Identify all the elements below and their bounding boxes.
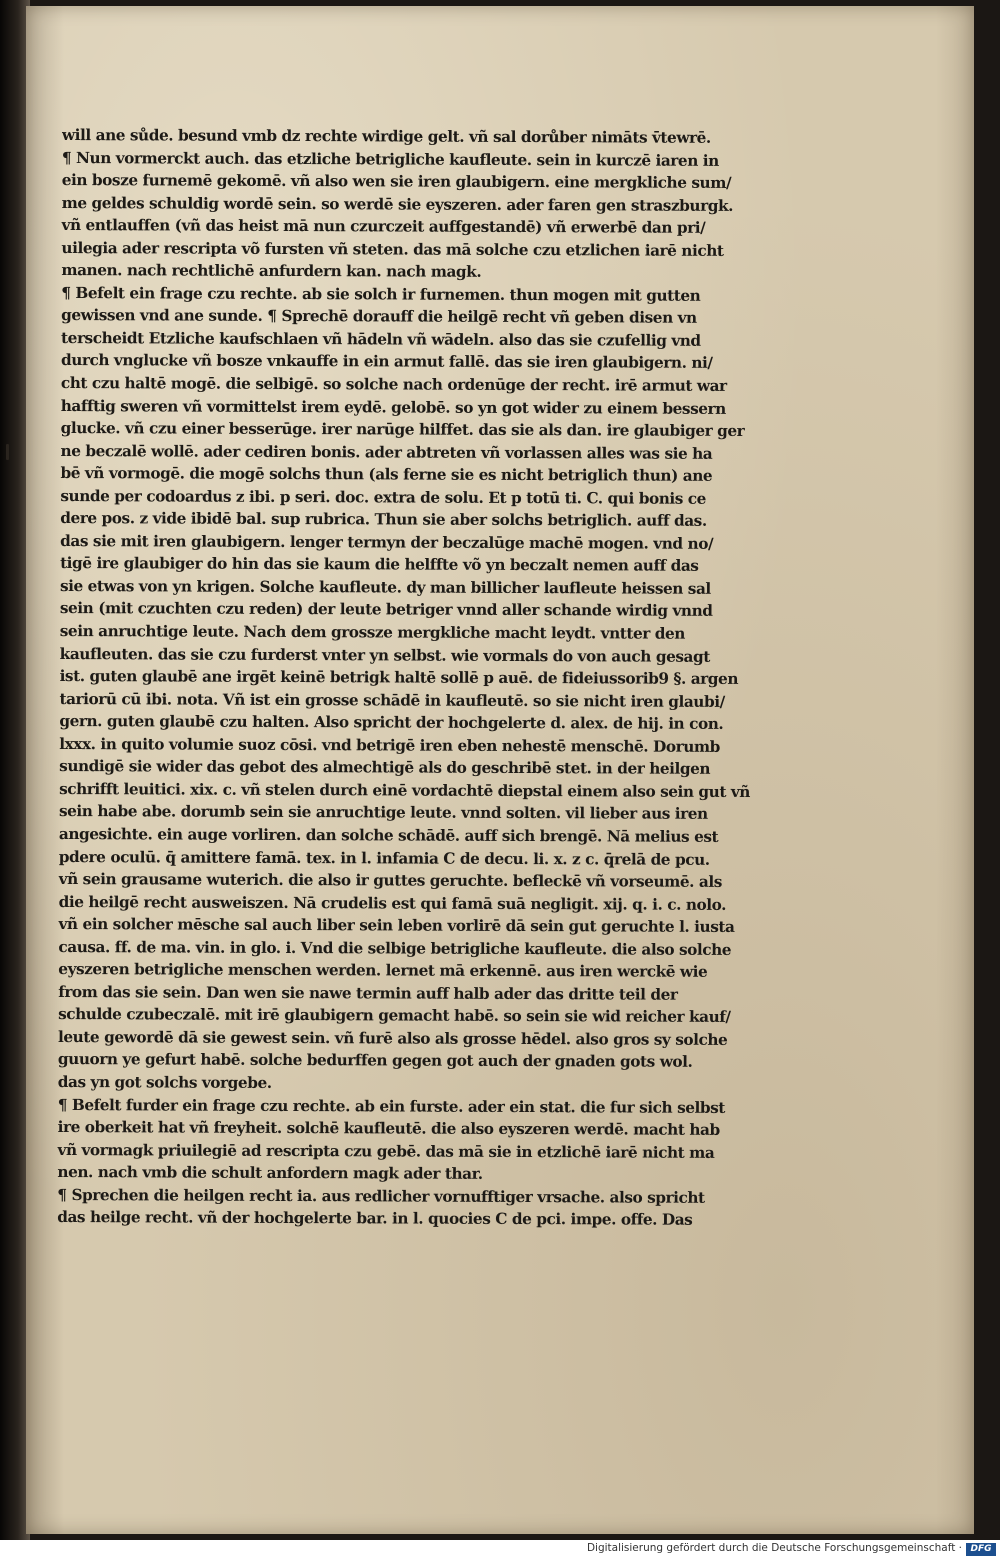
dfg-logo: DFG <box>966 1543 996 1556</box>
text-line: ire oberkeit hat vñ freyheit. solchē kaufleutē. die also eyszeren werdē. macht hab <box>57 1118 720 1139</box>
book-page <box>26 6 974 1534</box>
text-line: me geldes schuldig wordē sein. so werdē sie eyszeren. ader faren gen straszburgk. <box>61 193 734 215</box>
text-line: hafftig sweren vñ vormittelst irem eydē. gelobē. so yn got wider zu einem bessern <box>60 396 726 418</box>
text-line: dere pos. z vide ibidē bal. sup rubrica. Thun sie aber solchs betriglich. auff das. <box>60 509 707 531</box>
text-line: sunde per codoardus z ibi. p seri. doc. extra de solu. Et p totū ti. C. qui bonis ce <box>60 486 706 508</box>
text-line: ¶ Befelt ein frage czu rechte. ab sie solch ir furnemen. thun mogen mit gutten <box>61 283 701 305</box>
text-line: ¶ Nun vormerckt auch. das etzliche betrigliche kaufleute. sein in kurczē iaren in <box>61 148 719 170</box>
text-line <box>57 1229 799 1255</box>
text-line: schulde czubeczalē. mit irē glaubigern gemacht habē. so sein sie wid reicher kauf/ <box>58 1005 731 1027</box>
text-line: ¶ Befelt furder ein frage czu rechte. ab ein furste. ader ein stat. die fur sich selbst <box>57 1095 725 1117</box>
text-line: pdere oculū. q̄ amittere famā. tex. in l. infamia C de decu. li. x. z c. q̄relā de pcu. <box>58 847 710 869</box>
text-line: nen. nach vmb die schult anfordern magk ader thar. <box>57 1163 483 1184</box>
text-line: causa. ff. de ma. vin. in glo. i. Vnd die selbige betrigliche kaufleute. die also solche <box>58 937 732 959</box>
text-line: will ane sůde. besund vmb dz rechte wirdige gelt. vñ sal dorůber nimāts v̄tewrē. <box>61 125 711 147</box>
footer-bar <box>0 1540 1000 1559</box>
text-line: terscheidt Etzliche kaufschlaen vñ hādeln vñ wādeln. also das sie czufellig vnd <box>61 328 701 350</box>
text-line: tariorū cū ibi. nota. Vñ ist ein grosse schādē in kaufleutē. so sie nicht iren glaubi/ <box>59 689 725 711</box>
text-line: angesichte. ein auge vorliren. dan solche schādē. auff sich brengē. Nā melius est <box>58 824 719 846</box>
text-line: sein habe abe. dorumb sein sie anruchtige leute. vnnd solten. vil lieber aus iren <box>58 802 708 824</box>
text-line: eyszeren betrigliche menschen werden. lernet mā erkennē. aus iren werckē wie <box>58 960 708 982</box>
text-line: leute gewordē dā sie gewest sein. vñ furē also als grosse hēdel. also gros sy solche <box>57 1027 728 1049</box>
text-line: sein (mit czuchten czu reden) der leute betriger vnnd aller schande wirdig vnnd <box>59 599 713 621</box>
text-line: sie etwas von yn krigen. Solche kaufleute. dy man billicher laufleute heissen sal <box>59 576 711 598</box>
text-line: vñ ein solcher mēsche sal auch liber sein leben vorlirē dā sein gut geruchte l. iusta <box>58 915 735 937</box>
text-line: die heilgē recht ausweiszen. Nā crudelis est qui famā suā negligit. xij. q. i. c. nolo. <box>58 892 727 914</box>
margin-mark <box>6 444 9 460</box>
text-line: schrifft leuitici. xix. c. vñ stelen durch einē vordachtē diepstal einem also sein gut vñ <box>59 779 751 801</box>
text-line: das heilge recht. vñ der hochgelerte bar. in l. quocies C de pci. impe. offe. Das <box>57 1208 693 1230</box>
text-line: ne beczalē wollē. ader cediren bonis. ader abtreten vñ vorlassen alles was sie ha <box>60 441 713 463</box>
text-line: das yn got solchs vorgebe. <box>57 1072 272 1092</box>
text-line: sundigē sie wider das gebot des almechtigē als do geschribē stet. in der heilgen <box>59 757 711 779</box>
text-line: uilegia ader rescripta võ fursten vñ steten. das mā solche czu etzlichen iarē nicht <box>61 238 724 260</box>
text-line: ¶ Sprechen die heilgen recht ia. aus redlicher vornufftiger vrsache. also spricht <box>57 1185 705 1207</box>
print-text-block <box>57 124 804 1255</box>
text-line: sein anruchtige leute. Nach dem grossze mergkliche macht leydt. vntter den <box>59 622 686 643</box>
text-line: from das sie sein. Dan wen sie nawe termin auff halb ader das dritte teil der <box>58 982 678 1004</box>
text-line: bē vñ vormogē. die mogē solchs thun (als ferne sie es nicht betriglich thun) ane <box>60 464 713 486</box>
text-line: glucke. vñ czu einer besserūge. irer narūge hilffet. das sie als dan. ire glaubiger ger <box>60 419 745 441</box>
text-line: vñ sein grausame wuterich. die also ir guttes geruchte. befleckē vñ vorseumē. als <box>58 870 722 891</box>
text-line: vñ vormagk priuilegiē ad rescripta czu gebē. das mā sie in etzlichē iarē nicht ma <box>57 1140 715 1162</box>
text-line: durch vnglucke vñ bosze vnkauffe in ein armut fallē. das sie iren glaubigern. ni/ <box>60 351 713 373</box>
text-line: das sie mit iren glaubigern. lenger termyn der beczalūge machē mogen. vnd no/ <box>60 531 714 553</box>
text-line: guuorn ye gefurt habē. solche bedurffen gegen got auch der gnaden gots wol. <box>57 1050 693 1072</box>
text-line: ein bosze furnemē gekomē. vñ also wen sie iren glaubigern. eine mergkliche sum/ <box>61 171 732 193</box>
text-line: lxxx. in quito volumie suoz cōsi. vnd betrigē iren eben nehestē menschē. Dorumb <box>59 734 720 756</box>
text-line: cht czu haltē mogē. die selbigē. so solche nach ordenūge der recht. irē armut war <box>60 374 727 395</box>
text-line: ist. guten glaubē ane irgēt keinē betrigk haltē sollē p auē. de fideiussorib9 §. argen <box>59 667 739 689</box>
text-line: vñ entlauffen (vñ das heist mā nun czurczeit auffgestandē) vñ erwerbē dan pri/ <box>61 216 706 237</box>
text-line: gewissen vnd ane sunde. ¶ Sprechē dorauff die heilgē recht vñ geben disen vn <box>61 306 697 328</box>
text-line: kaufleuten. das sie czu furderst vnter yn selbst. wie vormals do von auch gesagt <box>59 644 710 666</box>
dfg-credit: Digitalisierung gefördert durch die Deutsche Forschungsgemeinschaft · <box>586 1542 962 1554</box>
text-line: gern. guten glaubē czu halten. Also spricht der hochgelerte d. alex. de hij. in con. <box>59 712 724 734</box>
text-line: manen. nach rechtlichē anfurdern kan. nach magk. <box>61 261 482 282</box>
text-line: tigē ire glaubiger do hin das sie kaum die helffte võ yn beczalt nemen auff das <box>60 554 699 576</box>
